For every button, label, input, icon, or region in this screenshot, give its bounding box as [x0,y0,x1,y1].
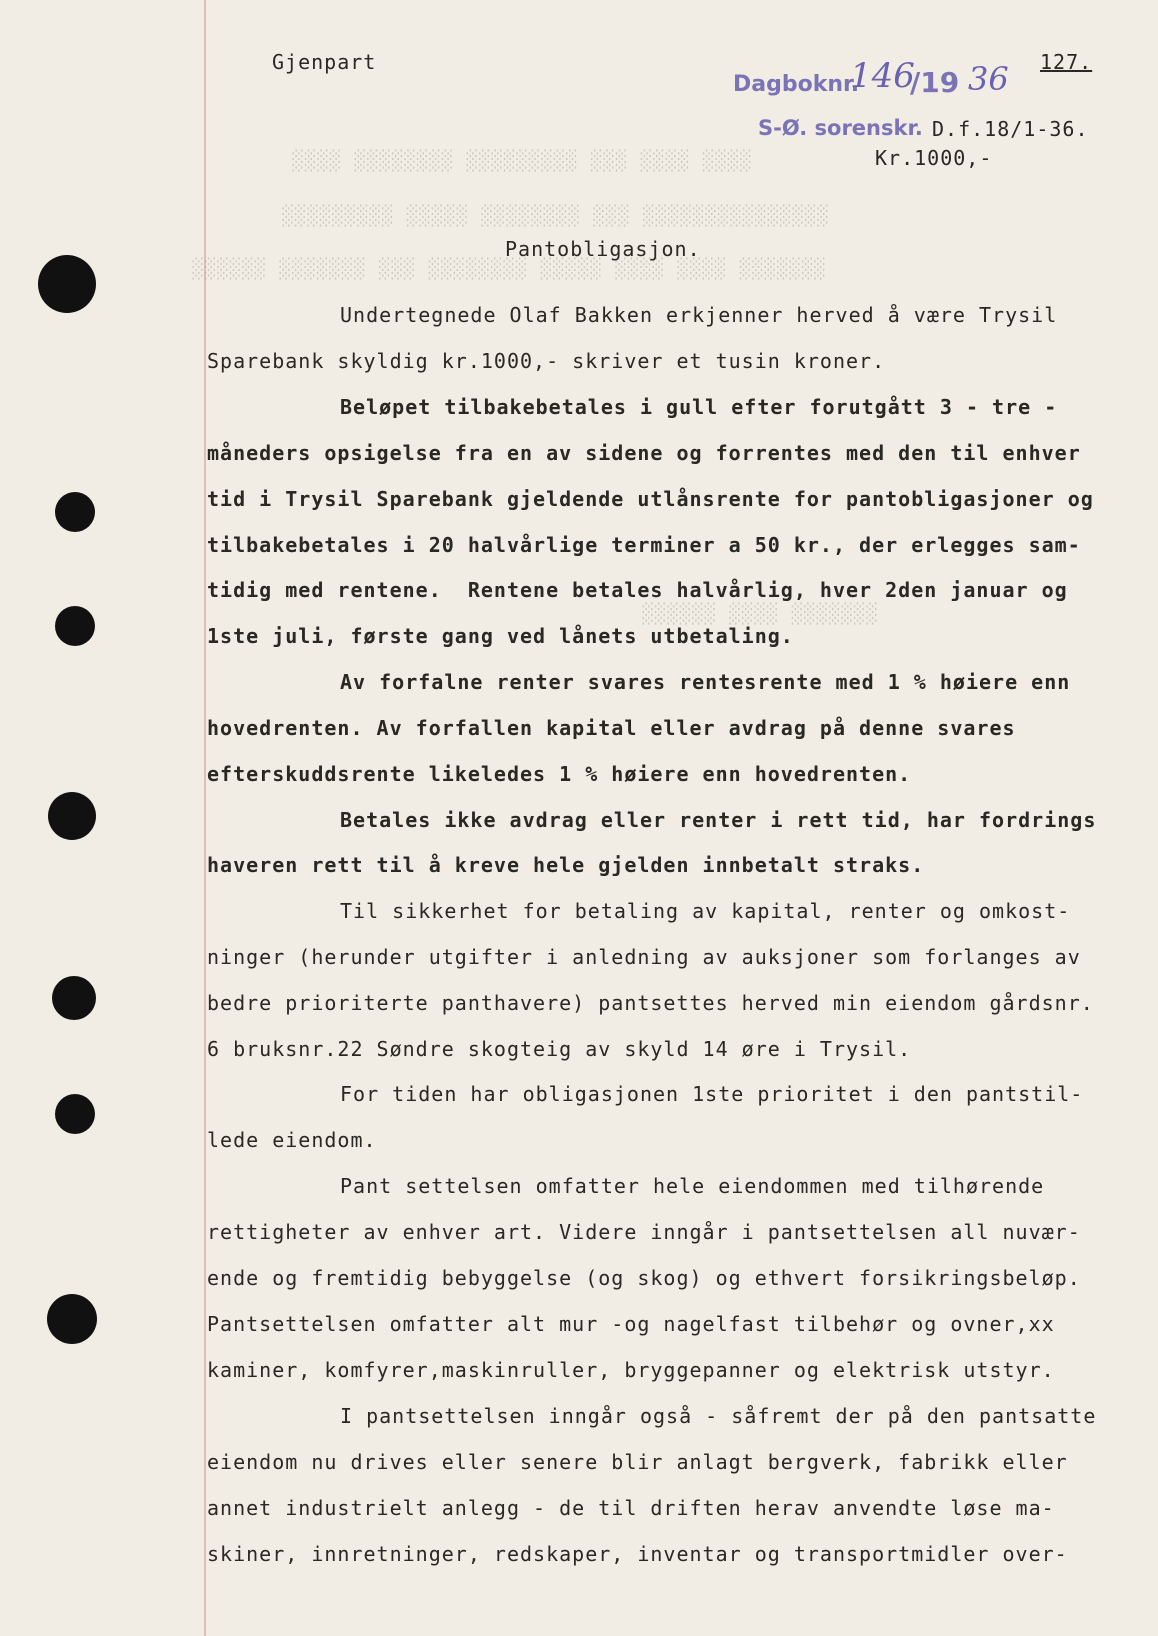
dagbok-year-prefix: /19 [910,66,960,99]
body-line: haveren rett til å kreve hele gjelden innbetalt straks. [207,853,925,877]
body-line: måneders opsigelse fra en av sidene og forrentes med den til enhver [207,441,1081,465]
bleed-through: ░░░░░░░░░░░░░░░ ░░░ ░░░░░░░░ ░░░░░ ░░░░░░░░░ [280,205,828,227]
punch-hole [38,255,96,313]
body-line: rettigheter av enhver art. Videre inngår i pantsettelsen all nuvær- [207,1220,1081,1244]
body-line: Sparebank skyldig kr.1000,- skriver et tusin kroner. [207,349,886,373]
body-line: bedre prioriterte panthavere) pantsettes herved min eiendom gårdsnr. [207,991,1094,1015]
body-line: Beløpet tilbakebetales i gull efter forutgått 3 - tre - [340,395,1058,419]
body-line: ende og fremtidig bebyggelse (og skog) og ethvert forsikringsbeløp. [207,1266,1081,1290]
body-line: Pantsettelsen omfatter alt mur -og nagelfast tilbehør og ovner,xx [207,1312,1055,1336]
sorenskriver-stamp: S-Ø. sorenskr. [758,116,923,140]
body-line: eiendom nu drives eller senere blir anlagt bergverk, fabrikk eller [207,1450,1068,1474]
body-line: Av forfalne renter svares rentesrente med 1 % høiere enn [340,670,1071,694]
body-line: tidig med rentene. Rentene betales halvårlig, hver 2den januar og [207,578,1068,602]
body-line: kaminer, komfyrer,maskinruller, bryggepanner og elektrisk utstyr. [207,1358,1055,1382]
bleed-through: ░░░░░░░ ░░░░ ░░░░░░ [640,603,877,625]
punch-hole [52,976,96,1020]
dagbok-number: 146 [850,56,915,96]
amount: Kr.1000,- [875,146,993,170]
dagbok-stamp-label: Dagboknr. [733,72,860,97]
dagbok-date: D.f.18/1-36. [932,117,1089,141]
body-line: ninger (herunder utgifter i anledning av auksjoner som forlanges av [207,945,1081,969]
body-line: Til sikkerhet for betaling av kapital, renter og omkost- [340,899,1071,923]
body-line: 6 bruksnr.22 Søndre skogteig av skyld 14 øre i Trysil. [207,1037,912,1061]
body-line: I pantsettelsen inngår også - såfremt der på den pantsatte [340,1404,1097,1428]
document-title: Pantobligasjon. [505,237,701,261]
body-line: annet industrielt anlegg - de til driften herav anvendte løse ma- [207,1496,1055,1520]
body-line: skiner, innretninger, redskaper, inventar og transportmidler over- [207,1542,1068,1566]
body-line: Betales ikke avdrag eller renter i rett tid, har fordrings [340,808,1097,832]
bleed-through: ░░░░ ░░░░ ░░░ ░░░░░░░░░ ░░░░░░░░ ░░░░ [290,150,751,172]
body-line: Pant settelsen omfatter hele eiendommen med tilhørende [340,1174,1045,1198]
body-line: tilbakebetales i 20 halvårlige terminer a 50 kr., der erlegges sam- [207,533,1081,557]
gjenpart-label: Gjenpart [272,50,377,74]
bleed-through: ░░░░░░░ ░░░░ ░░░░ ░░░░░ ░░░░░░░░ ░░░ ░░░░░░░ ░░░░░░ [190,258,825,280]
body-line: Undertegnede Olaf Bakken erkjenner herved å være Trysil [340,303,1058,327]
body-line: 1ste juli, første gang ved lånets utbetaling. [207,624,794,648]
body-line: hovedrenten. Av forfallen kapital eller avdrag på denne svares [207,716,1016,740]
body-line: efterskuddsrente likeledes 1 % høiere enn hovedrenten. [207,762,912,786]
punch-hole [55,606,95,646]
page-number: 127. [1040,50,1093,74]
margin-rule [204,0,206,1636]
dagbok-year: 36 [968,60,1009,98]
body-line: For tiden har obligasjonen 1ste prioritet i den pantstil- [340,1082,1084,1106]
punch-hole [55,1094,95,1134]
body-line: lede eiendom. [207,1128,377,1152]
body-line: tid i Trysil Sparebank gjeldende utlånsrente for pantobligasjoner og [207,487,1094,511]
punch-hole [55,492,95,532]
punch-hole [47,1294,97,1344]
punch-hole [48,792,96,840]
